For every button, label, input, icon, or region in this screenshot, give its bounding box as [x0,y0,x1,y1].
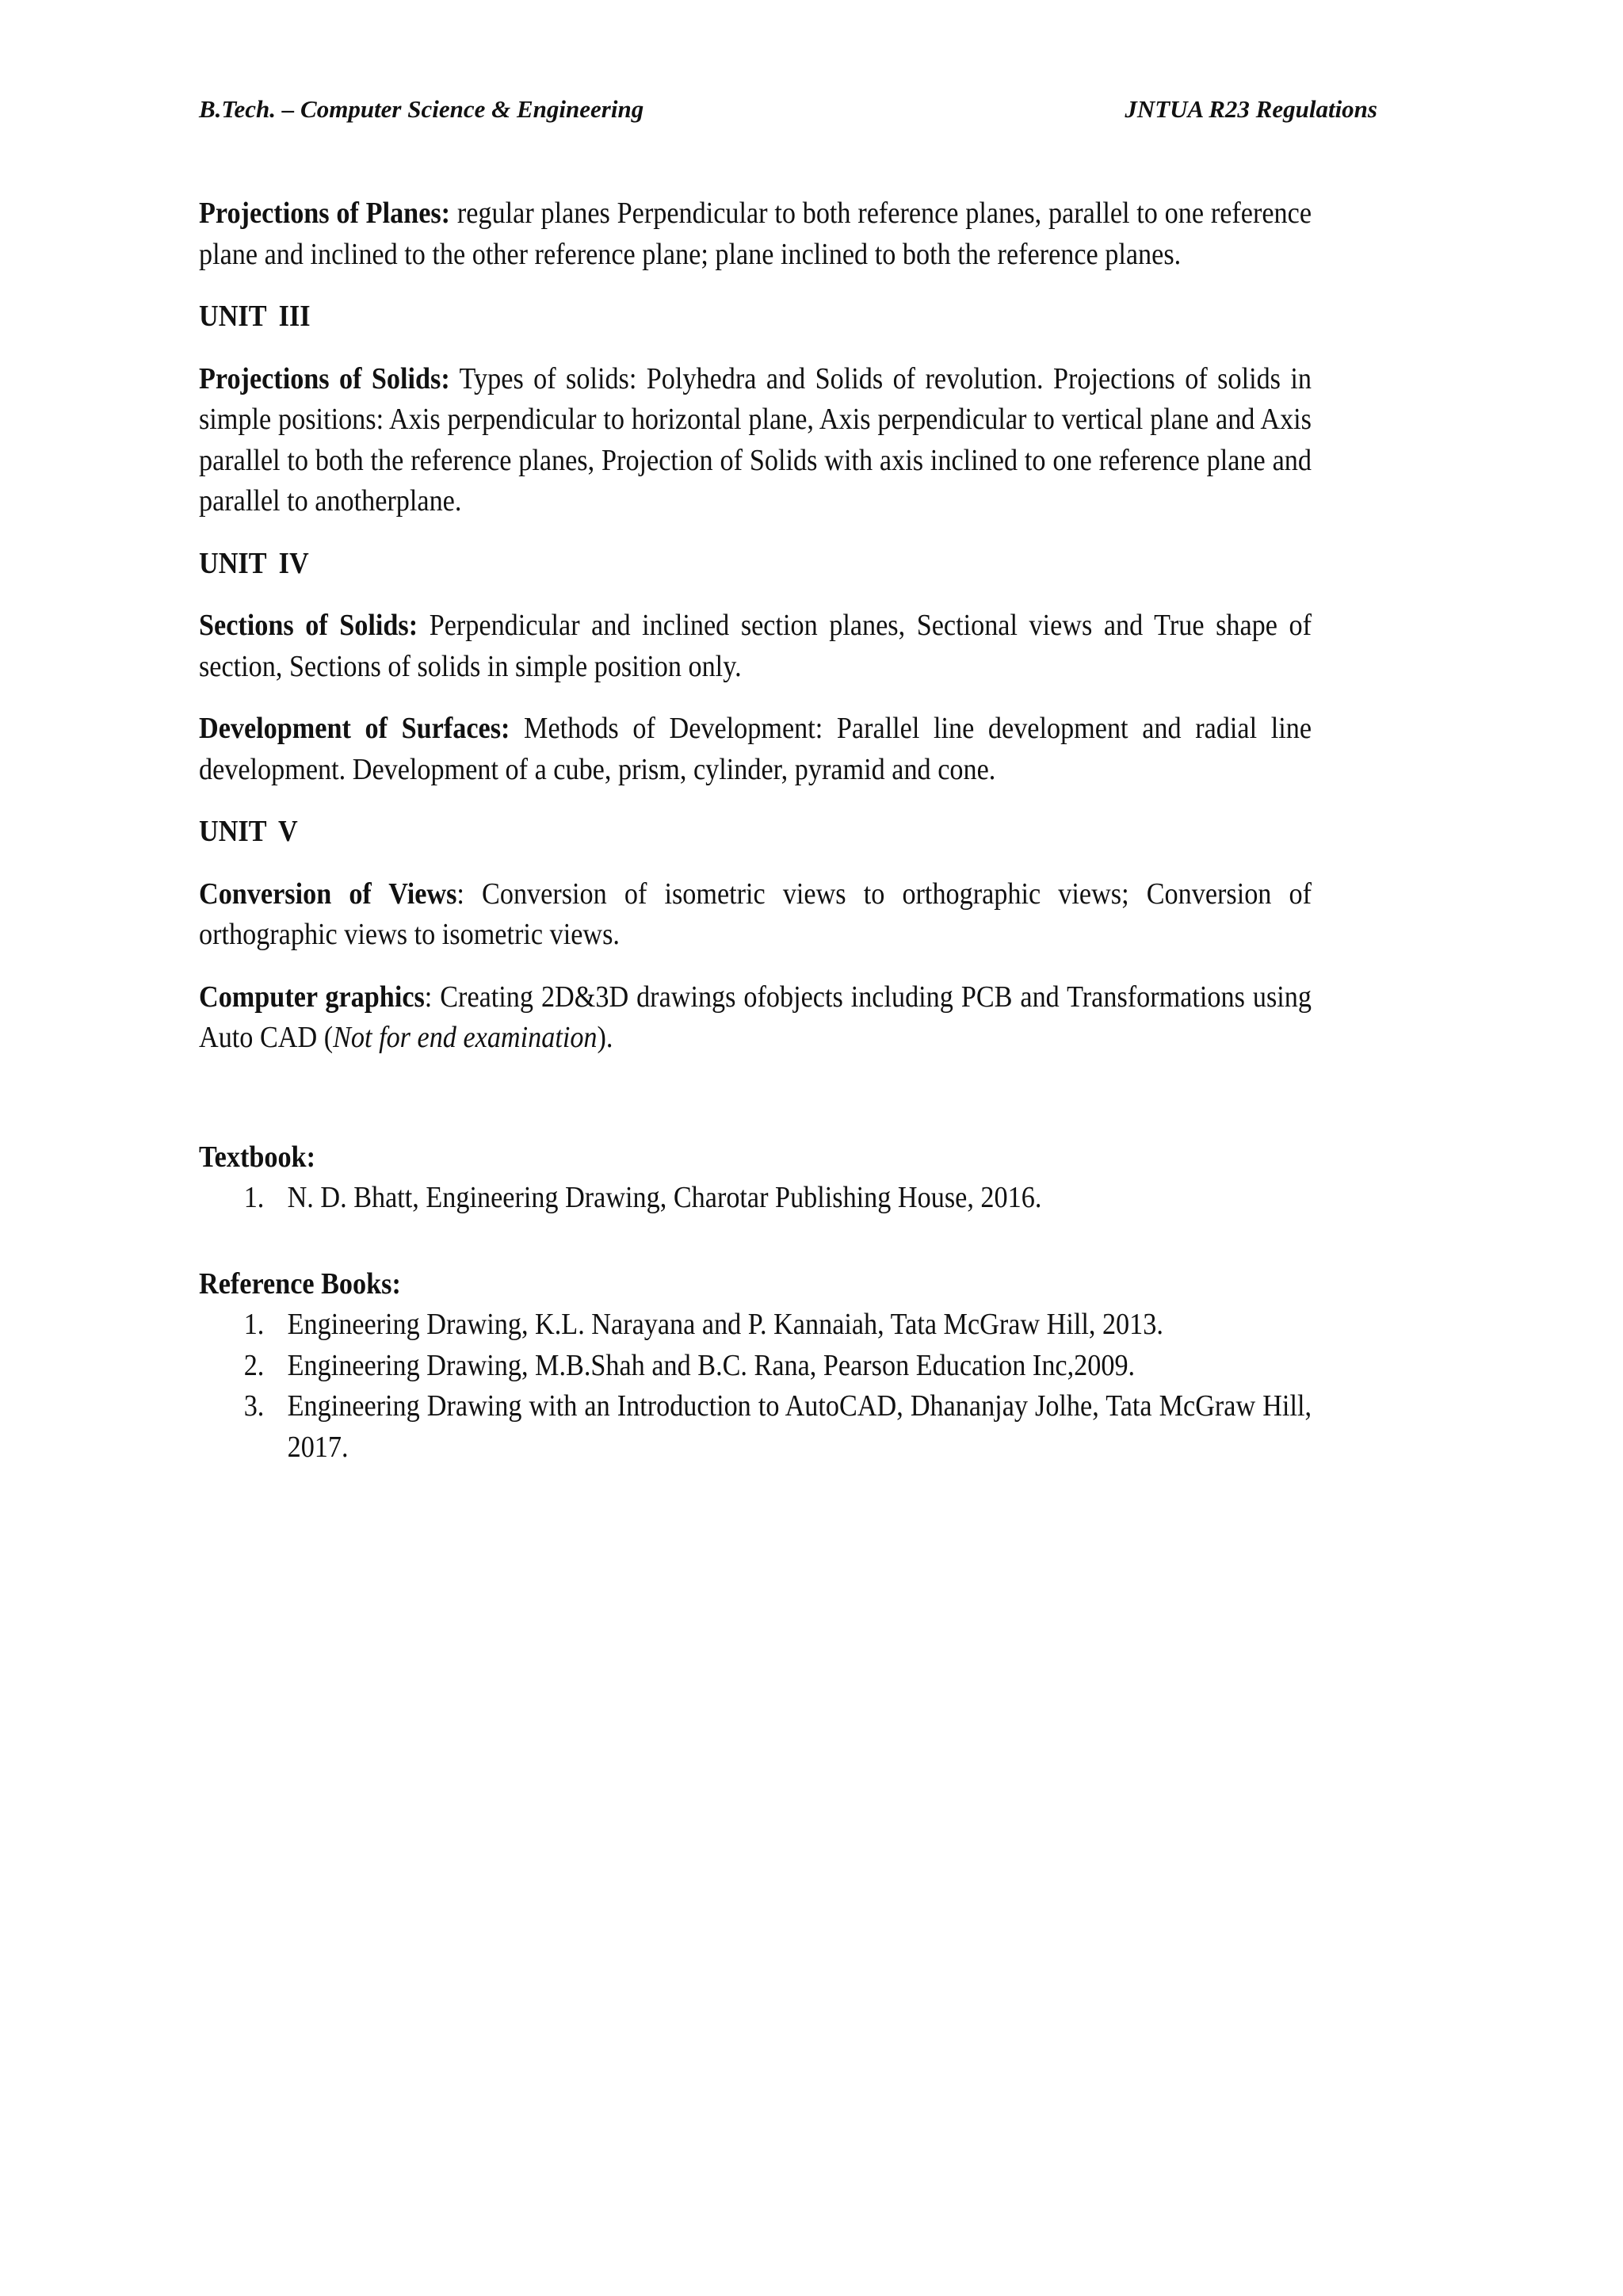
header-regulations: JNTUA R23 Regulations [1125,95,1377,123]
paragraph-text: : Creating 2D&3D drawings ofobjects including PCB and Transformations using Auto CAD ( [199,980,1312,1054]
paragraph-text: Types of solids: Polyhedra and Solids of revolution. Projections of solids in simple positions: Axis perpendicular to horizontal plane, Axis perpendicular to vertical plane and Axis parallel to both the reference planes, Projection of Solids with axis inclined to one reference plane and parallel to anotherplane. [199,361,1312,518]
textbook-heading: Textbook: [199,1140,315,1174]
list-text: Engineering Drawing with an Introduction to AutoCAD, Dhananjay Jolhe, Tata McGraw Hill, 2017. [287,1389,1312,1464]
paragraph-title: Sections of Solids: [199,609,418,642]
paragraph-italic-note: Not for end examination [333,1021,598,1054]
page-header [199,95,1377,130]
paragraph-title: Projections of Planes: [199,197,451,230]
unit-5-heading: UNIT V [199,815,298,848]
reference-books-list [199,1305,1312,1468]
development-of-surfaces-paragraph [199,709,1312,790]
paragraph-text: Methods of Development: Parallel line development and radial line development. Development of a cube, prism, cylinder, pyramid and cone. [199,712,1312,786]
list-item [199,1386,1312,1468]
textbook-list [199,1178,1312,1219]
paragraph-title: Projections of Solids: [199,361,450,395]
list-item [199,1346,1312,1387]
reference-books-heading: Reference Books: [199,1266,401,1301]
list-number: 1. [243,1308,265,1341]
list-number: 1. [243,1181,265,1214]
list-number: 3. [243,1389,265,1423]
unit-4-heading: UNIT IV [199,546,309,580]
paragraph-text: regular planes Perpendicular to both reference planes, parallel to one reference plane and inclined to the other reference plane; plane inclined to both the reference planes. [199,197,1312,271]
list-text: Engineering Drawing, M.B.Shah and B.C. Rana, Pearson Education Inc,2009. [287,1348,1136,1382]
list-number: 2. [243,1348,265,1382]
paragraph-title: Computer graphics [199,980,425,1014]
projections-of-planes-paragraph [199,193,1312,275]
conversion-of-views-paragraph [199,874,1312,956]
paragraph-title: Conversion of Views [199,877,457,911]
header-program: B.Tech. – Computer Science & Engineering [199,95,644,123]
paragraph-title: Development of Surfaces: [199,712,510,745]
list-text: Engineering Drawing, K.L. Narayana and P. Kannaiah, Tata McGraw Hill, 2013. [287,1308,1163,1341]
computer-graphics-paragraph [199,977,1312,1059]
list-item [199,1305,1312,1346]
list-item [199,1178,1312,1219]
paragraph-tail: ). [597,1021,613,1054]
syllabus-content [199,193,1312,1468]
sections-of-solids-paragraph [199,606,1312,687]
projections-of-solids-paragraph [199,359,1312,522]
paragraph-text: : Conversion of isometric views to orthographic views; Conversion of orthographic views to isometric views. [199,877,1312,951]
paragraph-text: Perpendicular and inclined section planes, Sectional views and True shape of section, Sections of solids in simple position only. [199,609,1312,683]
unit-3-heading: UNIT III [199,300,311,333]
list-text: N. D. Bhatt, Engineering Drawing, Charotar Publishing House, 2016. [287,1181,1042,1214]
